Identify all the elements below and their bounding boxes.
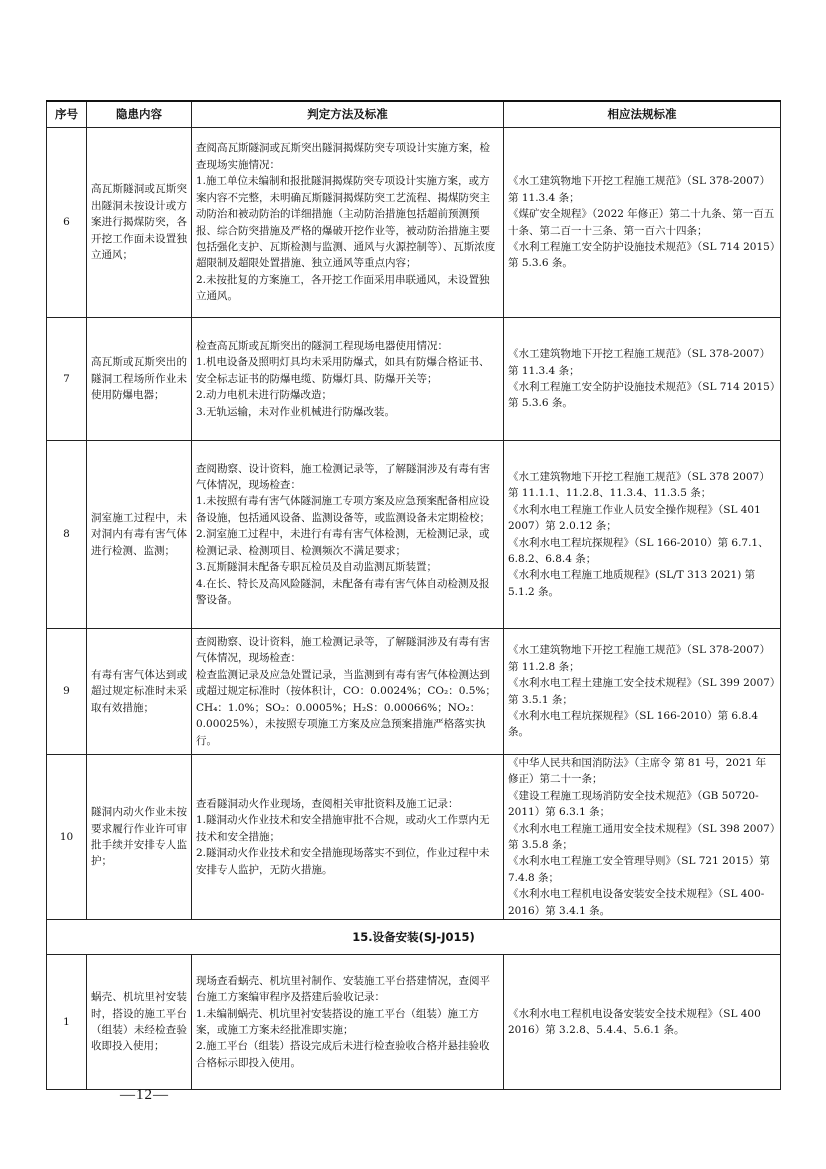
judgment-method [192,441,504,629]
header-regulations: 相应法规标准 [504,101,781,128]
regulation-line: 《煤矿安全规程》（2022 年修正）第二十九条、第一百五十条、第二百一十三条、第一百六十四条； [508,208,775,237]
hazard-content: 洞室施工过程中，未对洞内有毒有害气体进行检测、监测； [87,441,192,629]
row-number: 9 [47,629,87,755]
hazard-content: 蜗壳、机坑里衬安装时，搭设的施工平台（组装）未经检查验收即投入使用； [87,955,192,1090]
method-line: 2.施工平台（组装）搭设完成后未进行检查验收合格并悬挂验收合格标示即投入使用。 [196,1040,490,1069]
regulation-line: 《水利水电工程施工作业人员安全操作规程》（SL 401 2007）第 2.0.12 条； [508,503,761,533]
regulation-line: 《水利水电工程土建施工安全技术规程》（SL 399 2007）第 3.5.1 条； [508,677,776,706]
row-number: 10 [47,755,87,920]
regulation-line: 《水利水电工程施工通用安全技术规程》（SL 398 2007）第 3.5.8 条； [508,822,776,852]
header-hazard-content: 隐患内容 [87,101,192,128]
regulation-line: 《中华人民共和国消防法》（主席令 第 81 号，2021 年修正）第二十一条； [508,757,767,786]
hazard-content: 高瓦斯隧洞或瓦斯突出隧洞未按设计或方案进行揭煤防突，各开挖工作面未设置独立通风； [87,128,192,318]
judgment-method [192,318,504,441]
method-line: 2.未按批复的方案施工，各开挖工作面采用串联通风，未设置独立通风。 [196,273,490,303]
method-line: 1.未按照有毒有害气体隧洞施工专项方案及应急预案配备相应设备设施，包括通风设备、监测设备等，或监测设备未定期检校； [196,495,490,524]
method-line: 3.无轨运输，未对作业机械进行防爆改装。 [196,405,396,418]
row-number: 6 [47,128,87,318]
regulation-line: 《水利水电工程坑探规程》（SL 166-2010）第 6.7.1、6.8.2、6.8.4 条； [508,536,769,565]
method-line: 3.瓦斯隧洞未配备专职瓦检员及自动监测瓦斯装置； [196,561,438,574]
method-line: 1.隧洞动火作业技术和安全措施审批不合规，或动火工作票内无技术和安全措施； [196,814,490,843]
judgment-method [192,955,504,1090]
row-number: 7 [47,318,87,441]
regulation-line: 《水工建筑物地下开挖工程施工规范》（SL 378-2007）第 11.3.4 条； [508,348,771,377]
method-line: 1.机电设备及照明灯具均未采用防爆式，如具有防爆合格证书、安全标志证书的防爆电缆、防爆灯具、防爆开关等； [196,356,490,385]
regulation-references [504,441,781,629]
header-serial-number: 序号 [47,101,87,128]
method-line: 查看隧洞动火作业现场，查阅相关审批资料及施工记录： [196,798,459,811]
regulation-line: 《水工建筑物地下开挖工程施工规范》（SL 378-2007）第 11.3.4 条； [508,175,771,204]
regulation-references [504,629,781,755]
table-row [47,629,781,755]
regulation-line: 《水利水电工程机电设备安装安全技术规程》（SL 400 2016）第 3.2.8、5.4.4、5.6.1 条。 [508,1007,761,1037]
method-line: 2.隧洞动火作业技术和安全措施现场落实不到位，作业过程中未安排专人监护，无防火措施。 [196,847,490,876]
method-line: 2.洞室施工过程中，未进行有毒有害气体检测，无检测记录，或检测记录、检测项目、检测频次不满足要求； [196,528,490,557]
table-row [47,955,781,1090]
table-row [47,755,781,920]
judgment-method [192,755,504,920]
table-row [47,441,781,629]
table-header-row [47,101,781,128]
section-header-row [47,920,781,955]
row-number: 1 [47,955,87,1090]
regulation-line: 《水利工程施工安全防护设施技术规范》（SL 714 2015）第 5.3.6 条。 [508,381,776,410]
table-row [47,318,781,441]
method-line: 1.未编制蜗壳、机坑里衬安装搭设的施工平台（组装）施工方案，或施工方案未经批准即实施； [196,1007,480,1037]
regulation-line: 《水利水电工程机电设备安装安全技术规程》（SL 400-2016）第 3.4.1 条。 [508,888,765,917]
regulation-line: 《水利水电工程坑探规程》（SL 166-2010）第 6.8.4 条。 [508,709,759,739]
regulation-references [504,755,781,920]
regulation-references [504,955,781,1090]
regulation-references [504,128,781,318]
method-line: 4.在长、特长及高风险隧洞，未配备有毒有害气体自动检测及报警设备。 [196,577,490,606]
hazard-content: 有毒有害气体达到或超过规定标准时未采取有效措施； [87,629,192,755]
method-line: 查阅高瓦斯隧洞或瓦斯突出隧洞揭煤防突专项设计实施方案，检查现场实施情况： [196,142,490,171]
hazard-content: 高瓦斯或瓦斯突出的隧洞工程场所作业未使用防爆电器； [87,318,192,441]
page-number: —12— [120,1087,169,1103]
method-line: 查阅勘察、设计资料，施工检测记录等，了解隧洞涉及有毒有害气体情况，现场检查： [196,462,490,492]
method-line: 查阅勘察、设计资料，施工检测记录等，了解隧洞涉及有毒有害气体情况，现场检查： [196,636,490,665]
method-line: 检查监测记录及应急处置记录，当监测到有毒有害气体检测达到或超过规定标准时（按体积计，CO：0.0024%；CO₂：0.5%；CH₄：1.0%；SO₂：0.0005%；H₂S：0.00066%；NO₂：0.00025%），未按照专项施工方案及应急预案措施严格落实执行。 [196,668,496,747]
regulation-line: 《建设工程施工现场消防安全技术规范》（GB 50720-2011）第 6.3.1 条； [508,789,759,819]
method-line: 检查高瓦斯或瓦斯突出的隧洞工程现场电器使用情况： [196,339,448,352]
regulation-line: 《水利工程施工安全防护设施技术规范》（SL 714 2015）第 5.3.6 条。 [508,240,776,270]
regulation-line: 《水利水电工程施工地质规程》(SL/T 313 2021) 第 5.1.2 条。 [508,569,756,598]
judgment-method [192,629,504,755]
regulation-line: 《水利水电工程施工安全管理导则》（SL 721 2015）第 7.4.8 条； [508,855,770,884]
section-title: 15.设备安装(SJ-J015) [47,920,781,955]
hazard-content: 隧洞内动火作业未按要求履行作业许可审批手续并安排专人监护； [87,755,192,920]
judgment-method [192,128,504,318]
table-row [47,128,781,318]
method-line: 1.施工单位未编制和报批隧洞揭煤防突专项设计实施方案，或方案内容不完整，未明确瓦斯隧洞揭煤防突工艺流程、揭煤防突主动防治和被动防治的详细措施（主动防治措施包括超前预测预报、综合防突措施及严格的爆破开挖作业等，被动防治措施主要包括强化支护、瓦斯检测与监测、通风与火源控制等）、瓦斯浓度超限制及超限处置措施、独立通风等重点内容； [196,175,496,270]
method-line: 2.动力电机未进行防爆改造； [196,389,333,402]
regulation-line: 《水工建筑物地下开挖工程施工规范》（SL 378 2007）第 11.1.1、11.2.8、11.3.4、11.3.5 条； [508,470,770,500]
header-judgment-method: 判定方法及标准 [192,101,504,128]
row-number: 8 [47,441,87,629]
hazard-table [46,100,781,1090]
method-line: 现场查看蜗壳、机坑里衬制作、安装施工平台搭建情况，查阅平台施工方案编审程序及搭建后验收记录： [196,974,490,1004]
regulation-references [504,318,781,441]
regulation-line: 《水工建筑物地下开挖工程施工规范》（SL 378-2007）第 11.2.8 条； [508,644,771,673]
